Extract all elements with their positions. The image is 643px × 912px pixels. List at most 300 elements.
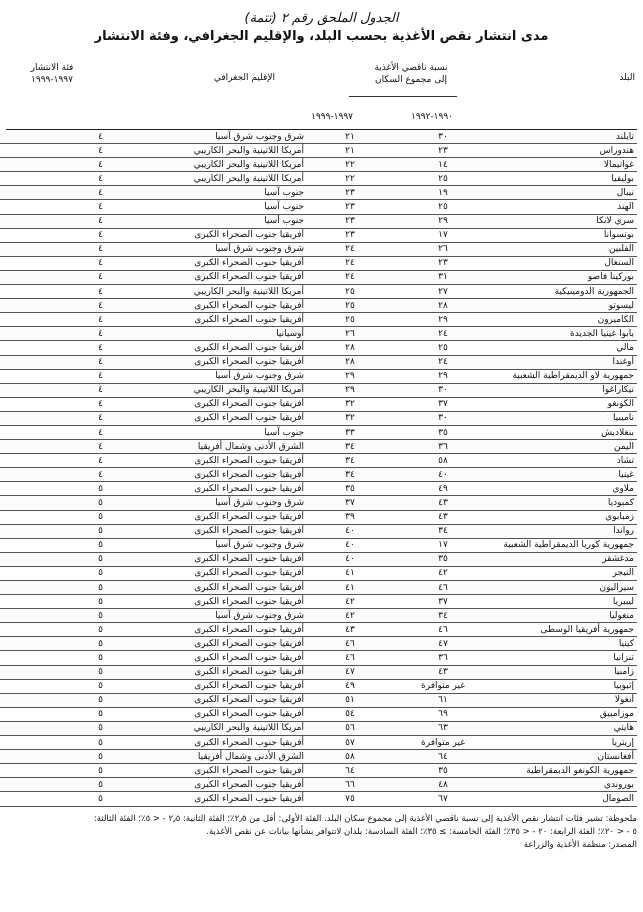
table-body	[0, 130, 637, 806]
country-cell: نيكاراغوا	[493, 383, 637, 397]
header-ratio-line1: نسبة ناقصي الأغذية	[374, 63, 448, 73]
category-cell: ٥	[0, 538, 106, 552]
header-ratio-line2: إلى مجموع السكان	[375, 75, 447, 85]
category-cell: ٥	[0, 778, 106, 792]
ratio-1990-cell: غير متوافرة	[393, 736, 493, 750]
ratio-1990-cell: ٢٥	[393, 200, 493, 214]
region-cell: أمريكا اللاتينية والبحر الكاريبي	[106, 383, 307, 397]
region-cell: أفريقيا جنوب الصحراء الكبرى	[106, 341, 307, 355]
table-row	[0, 130, 637, 144]
ratio-1990-cell: ٢٦	[393, 242, 493, 256]
country-cell: بابوا غينيا الجديدة	[493, 327, 637, 341]
country-cell: غواتيمالا	[493, 158, 637, 172]
table-row	[0, 566, 637, 580]
region-cell: أفريقيا جنوب الصحراء الكبرى	[106, 228, 307, 242]
table-row	[0, 778, 637, 792]
footnote-line-1: ملحوظة: تشير فئات انتشار نقص الأغذية إلى نسبة ناقصي الأغذية إلى مجموع سكان البلد. الفئة الأولى: أقل من ٢٫٥٪؛ الفئة الثانية: ٢٫٥ - < ٥٪؛ الفئة الثالثة:	[93, 813, 637, 824]
ratio-1990-cell: ٣٠	[393, 411, 493, 425]
category-cell: ٤	[0, 130, 106, 144]
table-row	[0, 764, 637, 778]
category-cell: ٤	[0, 200, 106, 214]
country-cell: جمهورية أفريقيا الوسطى	[493, 623, 637, 637]
ratio-1997-cell: ٤٧	[307, 665, 393, 679]
ratio-1997-cell: ٢٤	[307, 256, 393, 270]
ratio-1990-cell: ٣٤	[393, 609, 493, 623]
region-cell: شرق وجنوب شرق آسيا	[106, 369, 307, 383]
ratio-1990-cell: ٤٣	[393, 665, 493, 679]
region-cell: جنوب آسيا	[106, 214, 307, 228]
country-cell: الكاميرون	[493, 313, 637, 327]
region-cell: شرق وجنوب شرق آسيا	[106, 242, 307, 256]
category-cell: ٤	[0, 468, 106, 482]
country-cell: ناميبيا	[493, 411, 637, 425]
header-ratio	[351, 62, 471, 86]
ratio-1997-cell: ٤٠	[307, 538, 393, 552]
ratio-1997-cell: ٦٤	[307, 764, 393, 778]
ratio-1990-cell: ٢٤	[393, 355, 493, 369]
region-cell: أفريقيا جنوب الصحراء الكبرى	[106, 524, 307, 538]
country-cell: كمبوديا	[493, 496, 637, 510]
region-cell: أفريقيا جنوب الصحراء الكبرى	[106, 482, 307, 496]
table-row	[0, 411, 637, 425]
ratio-1997-cell: ٢٣	[307, 228, 393, 242]
table-row	[0, 524, 637, 538]
table-row	[0, 270, 637, 284]
region-cell: أوسيانيا	[106, 327, 307, 341]
table-row	[0, 750, 637, 764]
ratio-1997-cell: ٢٢	[307, 172, 393, 186]
ratio-1997-cell: ٣٣	[307, 425, 393, 439]
category-cell: ٥	[0, 750, 106, 764]
table-row	[0, 454, 637, 468]
table-row	[0, 651, 637, 665]
region-cell: أفريقيا جنوب الصحراء الكبرى	[106, 693, 307, 707]
table-row	[0, 228, 637, 242]
country-cell: تايلند	[493, 130, 637, 144]
table-row	[0, 369, 637, 383]
ratio-1997-cell: ٥٦	[307, 721, 393, 735]
category-cell: ٥	[0, 609, 106, 623]
region-cell: جنوب آسيا	[106, 425, 307, 439]
ratio-1990-cell: ١٩	[393, 186, 493, 200]
ratio-1997-cell: ٣٥	[307, 482, 393, 496]
region-cell: أفريقيا جنوب الصحراء الكبرى	[106, 764, 307, 778]
ratio-1990-cell: ٦١	[393, 693, 493, 707]
ratio-1990-cell: ٣٦	[393, 651, 493, 665]
country-cell: أفغانستان	[493, 750, 637, 764]
country-cell: الصومال	[493, 792, 637, 806]
ratio-1990-cell: ٣٥	[393, 552, 493, 566]
country-cell: الكونغو	[493, 397, 637, 411]
table-row	[0, 313, 637, 327]
table-row	[0, 186, 637, 200]
ratio-1997-cell: ٢٦	[307, 327, 393, 341]
country-cell: النيجر	[493, 566, 637, 580]
category-cell: ٥	[0, 764, 106, 778]
table-row	[0, 792, 637, 806]
table-row	[0, 299, 637, 313]
category-cell: ٥	[0, 524, 106, 538]
ratio-1990-cell: ٦٧	[393, 792, 493, 806]
category-cell: ٥	[0, 651, 106, 665]
ratio-1990-cell: ٤٦	[393, 623, 493, 637]
ratio-1997-cell: ٢٩	[307, 383, 393, 397]
category-cell: ٤	[0, 397, 106, 411]
country-cell: سيراليون	[493, 581, 637, 595]
ratio-1997-cell: ٣٤	[307, 468, 393, 482]
region-cell: شرق وجنوب شرق آسيا	[106, 609, 307, 623]
country-cell: منغوليا	[493, 609, 637, 623]
category-cell: ٥	[0, 792, 106, 806]
table-row	[0, 397, 637, 411]
country-cell: مالي	[493, 341, 637, 355]
country-cell: جمهورية لاو الديمقراطية الشعبية	[493, 369, 637, 383]
ratio-1990-cell: ٥٨	[393, 454, 493, 468]
ratio-1997-cell: ٦٦	[307, 778, 393, 792]
ratio-1990-cell: ٢٤	[393, 327, 493, 341]
region-cell: أفريقيا جنوب الصحراء الكبرى	[106, 651, 307, 665]
category-cell: ٤	[0, 256, 106, 270]
ratio-1990-cell: ٢٩	[393, 214, 493, 228]
region-cell: أفريقيا جنوب الصحراء الكبرى	[106, 510, 307, 524]
table-row	[0, 623, 637, 637]
country-cell: زمبابوي	[493, 510, 637, 524]
region-cell: أمريكا اللاتينية والبحر الكاريبي	[106, 721, 307, 735]
ratio-1990-cell: ٤٦	[393, 581, 493, 595]
country-cell: تشاد	[493, 454, 637, 468]
country-cell: موزامبيق	[493, 707, 637, 721]
ratio-1997-cell: ٢٨	[307, 355, 393, 369]
country-cell: بوروندي	[493, 778, 637, 792]
country-cell: هايتي	[493, 721, 637, 735]
ratio-1997-cell: ٢٣	[307, 214, 393, 228]
country-cell: بنغلاديش	[493, 425, 637, 439]
region-cell: أفريقيا جنوب الصحراء الكبرى	[106, 707, 307, 721]
ratio-1997-cell: ٣٤	[307, 440, 393, 454]
country-cell: اليمن	[493, 440, 637, 454]
table-row	[0, 693, 637, 707]
ratio-1997-cell: ٢٥	[307, 313, 393, 327]
ratio-1997-cell: ٢٥	[307, 299, 393, 313]
country-cell: زامبيا	[493, 665, 637, 679]
region-cell: أمريكا اللاتينية والبحر الكاريبي	[106, 172, 307, 186]
category-cell: ٤	[0, 454, 106, 468]
region-cell: أفريقيا جنوب الصحراء الكبرى	[106, 581, 307, 595]
category-cell: ٥	[0, 581, 106, 595]
region-cell: أفريقيا جنوب الصحراء الكبرى	[106, 299, 307, 313]
table-caption: الجدول الملحق رقم ٢ (تتمة)	[244, 11, 399, 26]
region-cell: أفريقيا جنوب الصحراء الكبرى	[106, 679, 307, 693]
ratio-1997-cell: ٣٧	[307, 496, 393, 510]
header-region: الإقليم الجغرافي	[213, 73, 275, 83]
ratio-1997-cell: ٥٧	[307, 736, 393, 750]
country-cell: بوتسوانا	[493, 228, 637, 242]
ratio-1997-cell: ٥٨	[307, 750, 393, 764]
data-table	[0, 130, 637, 807]
ratio-1990-cell: ٤٩	[393, 482, 493, 496]
country-cell: إثيوبيا	[493, 679, 637, 693]
region-cell: أفريقيا جنوب الصحراء الكبرى	[106, 270, 307, 284]
table-row	[0, 552, 637, 566]
category-cell: ٥	[0, 510, 106, 524]
category-cell: ٥	[0, 595, 106, 609]
table-header	[6, 52, 637, 130]
region-cell: أفريقيا جنوب الصحراء الكبرى	[106, 313, 307, 327]
table-row	[0, 242, 637, 256]
region-cell: جنوب آسيا	[106, 186, 307, 200]
region-cell: أفريقيا جنوب الصحراء الكبرى	[106, 665, 307, 679]
ratio-1997-cell: ٢١	[307, 144, 393, 158]
header-divider	[6, 129, 637, 130]
country-cell: مدغشقر	[493, 552, 637, 566]
ratio-1990-cell: ٣٤	[393, 524, 493, 538]
table-row	[0, 468, 637, 482]
ratio-1990-cell: ١٧	[393, 228, 493, 242]
table-row	[0, 285, 637, 299]
ratio-1997-cell: ٣٤	[307, 454, 393, 468]
header-ratio-divider	[349, 96, 457, 97]
table-row	[0, 707, 637, 721]
table-title: مدى انتشار نقص الأغذية بحسب البلد، والإقليم الجغرافي، وفئة الانتشار	[94, 29, 549, 44]
category-cell: ٤	[0, 440, 106, 454]
ratio-1990-cell: ٢٥	[393, 341, 493, 355]
region-cell: أفريقيا جنوب الصحراء الكبرى	[106, 411, 307, 425]
ratio-1990-cell: ٣٥	[393, 425, 493, 439]
ratio-1990-cell: ٢٣	[393, 256, 493, 270]
country-cell: إريتريا	[493, 736, 637, 750]
category-cell: ٤	[0, 172, 106, 186]
region-cell: شرق وجنوب شرق آسيا	[106, 496, 307, 510]
category-cell: ٤	[0, 313, 106, 327]
ratio-1997-cell: ٢٣	[307, 200, 393, 214]
category-cell: ٥	[0, 496, 106, 510]
region-cell: أفريقيا جنوب الصحراء الكبرى	[106, 566, 307, 580]
category-cell: ٤	[0, 242, 106, 256]
ratio-1990-cell: ٢٣	[393, 144, 493, 158]
ratio-1990-cell: ٢٥	[393, 172, 493, 186]
ratio-1990-cell: ٢٧	[393, 285, 493, 299]
category-cell: ٤	[0, 299, 106, 313]
ratio-1990-cell: ٢٨	[393, 299, 493, 313]
region-cell: جنوب آسيا	[106, 200, 307, 214]
header-period-1997: ١٩٩٧-١٩٩٩	[311, 112, 353, 122]
region-cell: أمريكا اللاتينية والبحر الكاريبي	[106, 158, 307, 172]
category-cell: ٤	[0, 425, 106, 439]
ratio-1997-cell: ٤٠	[307, 524, 393, 538]
table-row	[0, 256, 637, 270]
region-cell: الشرق الأدنى وشمال أفريقيا	[106, 750, 307, 764]
ratio-1997-cell: ٤٢	[307, 609, 393, 623]
ratio-1997-cell: ٤١	[307, 581, 393, 595]
ratio-1997-cell: ٥٤	[307, 707, 393, 721]
country-cell: الفلبين	[493, 242, 637, 256]
region-cell: أفريقيا جنوب الصحراء الكبرى	[106, 397, 307, 411]
category-cell: ٥	[0, 679, 106, 693]
country-cell: نيبال	[493, 186, 637, 200]
category-cell: ٤	[0, 214, 106, 228]
category-cell: ٤	[0, 383, 106, 397]
category-cell: ٥	[0, 566, 106, 580]
ratio-1997-cell: ٤٩	[307, 679, 393, 693]
footnote-line-2: ٥ - < ٢٠٪؛ الفئة الرابعة: ٢٠ - < ٣٥٪؛ الفئة الخامسة: ≥ ٣٥٪؛ الفئة السادسة: بلدان لاتتوافر بشأنها بيانات عن نقص الأغذية.	[206, 826, 637, 837]
table-row	[0, 482, 637, 496]
ratio-1990-cell: ٣٠	[393, 130, 493, 144]
source-line: المصدر: منظمة الأغذية والزراعة	[523, 839, 637, 850]
region-cell: أفريقيا جنوب الصحراء الكبرى	[106, 552, 307, 566]
region-cell: أفريقيا جنوب الصحراء الكبرى	[106, 637, 307, 651]
table-row	[0, 665, 637, 679]
region-cell: شرق وجنوب شرق آسيا	[106, 130, 307, 144]
category-cell: ٤	[0, 158, 106, 172]
table-row	[0, 679, 637, 693]
country-cell: الهند	[493, 200, 637, 214]
region-cell: أفريقيا جنوب الصحراء الكبرى	[106, 623, 307, 637]
region-cell: أفريقيا جنوب الصحراء الكبرى	[106, 454, 307, 468]
country-cell: غينيا	[493, 468, 637, 482]
ratio-1990-cell: ١٧	[393, 538, 493, 552]
category-cell: ٤	[0, 327, 106, 341]
table-row	[0, 355, 637, 369]
country-cell: ملاوي	[493, 482, 637, 496]
ratio-1990-cell: غير متوافرة	[393, 679, 493, 693]
table-row	[0, 200, 637, 214]
ratio-1997-cell: ٤٠	[307, 552, 393, 566]
category-cell: ٥	[0, 721, 106, 735]
ratio-1990-cell: ١٤	[393, 158, 493, 172]
table-row	[0, 440, 637, 454]
table-row	[0, 609, 637, 623]
header-period-1990: ١٩٩٠-١٩٩٢	[411, 112, 453, 122]
table-row	[0, 496, 637, 510]
category-cell: ٥	[0, 552, 106, 566]
ratio-1997-cell: ٤٣	[307, 623, 393, 637]
ratio-1997-cell: ٢٤	[307, 270, 393, 284]
header-category-line1: فئة الانتشار	[30, 63, 74, 73]
country-cell: تنزانيا	[493, 651, 637, 665]
ratio-1997-cell: ٤٦	[307, 637, 393, 651]
category-cell: ٥	[0, 482, 106, 496]
country-cell: جمهورية كوريا الديمقراطية الشعبية	[493, 538, 637, 552]
table-row	[0, 158, 637, 172]
header-country: البلد	[619, 73, 635, 83]
ratio-1990-cell: ٦٤	[393, 750, 493, 764]
country-cell: رواندا	[493, 524, 637, 538]
ratio-1990-cell: ٣٧	[393, 397, 493, 411]
ratio-1997-cell: ٣٢	[307, 397, 393, 411]
ratio-1990-cell: ٣١	[393, 270, 493, 284]
ratio-1990-cell: ٦٣	[393, 721, 493, 735]
ratio-1990-cell: ٤٢	[393, 566, 493, 580]
table-row	[0, 581, 637, 595]
country-cell: بوركينا فاصو	[493, 270, 637, 284]
country-cell: ليبيريا	[493, 595, 637, 609]
country-cell: هندوراس	[493, 144, 637, 158]
ratio-1997-cell: ٢٤	[307, 242, 393, 256]
country-cell: أنغولا	[493, 693, 637, 707]
category-cell: ٤	[0, 355, 106, 369]
country-cell: ليسوتو	[493, 299, 637, 313]
ratio-1990-cell: ٤٧	[393, 637, 493, 651]
category-cell: ٥	[0, 665, 106, 679]
table-row	[0, 595, 637, 609]
region-cell: أفريقيا جنوب الصحراء الكبرى	[106, 736, 307, 750]
region-cell: أفريقيا جنوب الصحراء الكبرى	[106, 595, 307, 609]
ratio-1997-cell: ٢٩	[307, 369, 393, 383]
country-cell: أوغندا	[493, 355, 637, 369]
category-cell: ٤	[0, 369, 106, 383]
region-cell: أفريقيا جنوب الصحراء الكبرى	[106, 256, 307, 270]
ratio-1990-cell: ٢٩	[393, 313, 493, 327]
region-cell: أمريكا اللاتينية والبحر الكاريبي	[106, 285, 307, 299]
ratio-1997-cell: ٥١	[307, 693, 393, 707]
header-category	[12, 62, 92, 86]
category-cell: ٥	[0, 707, 106, 721]
country-cell: سري لانكا	[493, 214, 637, 228]
ratio-1990-cell: ٣٧	[393, 595, 493, 609]
table-row	[0, 383, 637, 397]
region-cell: الشرق الأدنى وشمال أفريقيا	[106, 440, 307, 454]
ratio-1997-cell: ٣٩	[307, 510, 393, 524]
table-row	[0, 341, 637, 355]
country-cell: كينيا	[493, 637, 637, 651]
table-row	[0, 510, 637, 524]
category-cell: ٤	[0, 411, 106, 425]
footnote	[6, 813, 637, 852]
category-cell: ٤	[0, 144, 106, 158]
ratio-1990-cell: ٣٠	[393, 383, 493, 397]
ratio-1997-cell: ٢١	[307, 130, 393, 144]
ratio-1990-cell: ٣٥	[393, 764, 493, 778]
ratio-1990-cell: ٢٩	[393, 369, 493, 383]
ratio-1997-cell: ٤٢	[307, 595, 393, 609]
ratio-1997-cell: ٤١	[307, 566, 393, 580]
table-row	[0, 538, 637, 552]
category-cell: ٥	[0, 736, 106, 750]
country-cell: الجمهورية الدومينيكية	[493, 285, 637, 299]
country-cell: جمهورية الكونغو الديمقراطية	[493, 764, 637, 778]
ratio-1997-cell: ٢٢	[307, 158, 393, 172]
ratio-1997-cell: ٢٥	[307, 285, 393, 299]
ratio-1990-cell: ٦٩	[393, 707, 493, 721]
ratio-1997-cell: ٧٥	[307, 792, 393, 806]
ratio-1990-cell: ٤٨	[393, 778, 493, 792]
category-cell: ٥	[0, 637, 106, 651]
header-category-line2: ١٩٩٧-١٩٩٩	[31, 75, 73, 85]
region-cell: أفريقيا جنوب الصحراء الكبرى	[106, 792, 307, 806]
ratio-1997-cell: ٢٣	[307, 186, 393, 200]
country-cell: بوليفيا	[493, 172, 637, 186]
category-cell: ٤	[0, 341, 106, 355]
table-row	[0, 721, 637, 735]
region-cell: أفريقيا جنوب الصحراء الكبرى	[106, 778, 307, 792]
table-row	[0, 214, 637, 228]
category-cell: ٤	[0, 285, 106, 299]
table-row	[0, 736, 637, 750]
ratio-1990-cell: ٣٦	[393, 440, 493, 454]
region-cell: شرق وجنوب شرق آسيا	[106, 538, 307, 552]
region-cell: أفريقيا جنوب الصحراء الكبرى	[106, 468, 307, 482]
table-row	[0, 327, 637, 341]
table-row	[0, 144, 637, 158]
category-cell: ٥	[0, 693, 106, 707]
table-row	[0, 637, 637, 651]
table-row	[0, 425, 637, 439]
category-cell: ٤	[0, 186, 106, 200]
category-cell: ٥	[0, 623, 106, 637]
ratio-1990-cell: ٤٣	[393, 510, 493, 524]
ratio-1990-cell: ٤٠	[393, 468, 493, 482]
region-cell: أفريقيا جنوب الصحراء الكبرى	[106, 355, 307, 369]
